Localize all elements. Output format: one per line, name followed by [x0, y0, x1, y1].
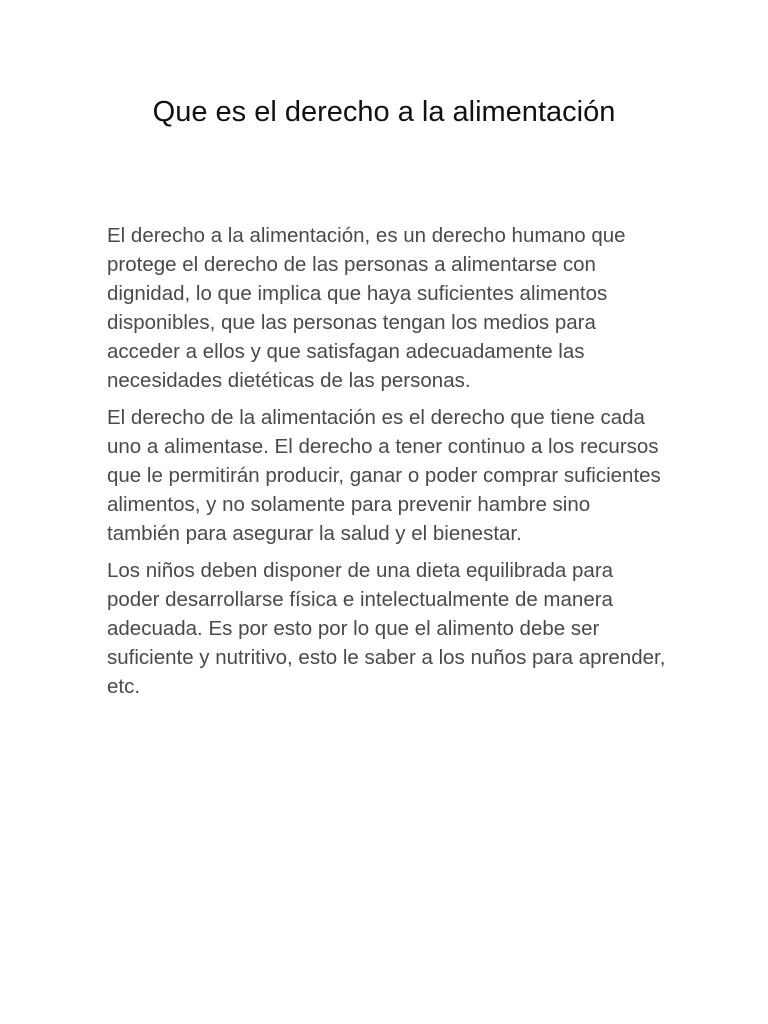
document-body — [107, 221, 667, 709]
document-title: Que es el derecho a la alimentación — [152, 96, 616, 128]
paragraph-1: El derecho a la alimentación, es un derecho humano que protege el derecho de las personas a alimentarse con dignidad, lo que implica que haya suficientes alimentos disponibles, que las personas tengan los medios para acceder a ellos y que satisfagan adecuadamente las necesidades dietéticas de las personas. — [107, 224, 626, 392]
paragraph-3: Los niños deben disponer de una dieta equilibrada para poder desarrollarse física e intelectualmente de manera adecuada. Es por esto por lo que el alimento debe ser suficiente y nutritivo, esto le saber a los nuños para aprender, etc. — [107, 559, 666, 698]
paragraph-2: El derecho de la alimentación es el derecho que tiene cada uno a alimentase. El derecho a tener continuo a los recursos que le permitirán producir, ganar o poder comprar suficientes alimentos, y no solamente para prevenir hambre sino también para asegurar la salud y el bienestar. — [107, 406, 661, 545]
